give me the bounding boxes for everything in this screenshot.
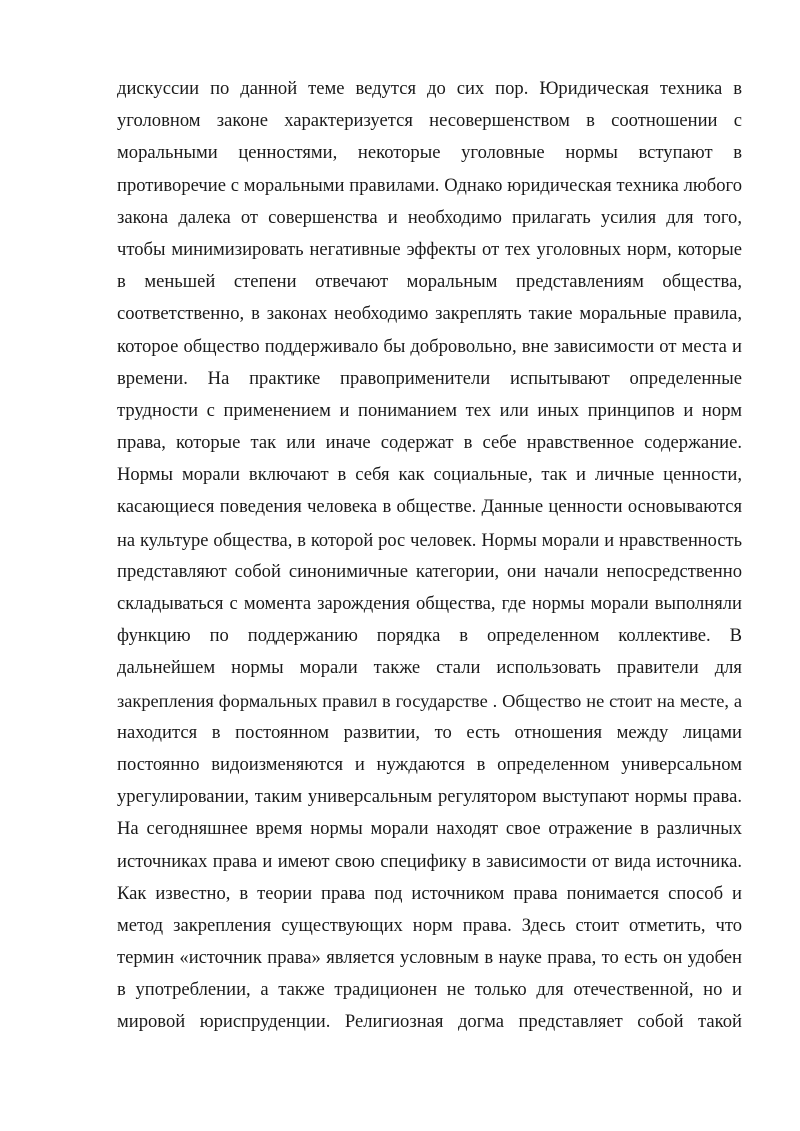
- text-line: источниках права и имеют свою специфику в зависимости от вида источника.: [117, 850, 742, 872]
- text-line: касающиеся поведения человека в обществе. Данные ценности основываются: [117, 496, 742, 518]
- text-line: противоречие с моральными правилами. Однако юридическая техника любого: [117, 174, 742, 196]
- text-line: термин «источник права» является условным в науке права, то есть он удобен: [117, 947, 742, 969]
- text-line: в меньшей степени отвечают моральным представлениям общества,: [117, 271, 742, 293]
- text-line: метод закрепления существующих норм права. Здесь стоит отметить, что: [117, 914, 742, 936]
- text-line: соответственно, в законах необходимо закреплять такие моральные правила,: [117, 303, 742, 325]
- text-line: функцию по поддержанию порядка в определенном коллективе. В: [117, 625, 742, 647]
- text-line: дискуссии по данной теме ведутся до сих пор. Юридическая техника в: [117, 78, 742, 99]
- text-line: Как известно, в теории права под источником права понимается способ и: [117, 882, 742, 904]
- body-text: [117, 73, 742, 1039]
- text-line: на культуре общества, в которой рос человек. Нормы морали и нравственность: [117, 529, 742, 550]
- text-line: представляют собой синонимичные категории, они начали непосредственно: [117, 560, 742, 582]
- text-line: времени. На практике правоприменители испытывают определенные: [117, 367, 742, 389]
- text-line: которое общество поддерживало бы добровольно, вне зависимости от места и: [117, 335, 742, 357]
- text-line: закона далека от совершенства и необходимо прилагать усилия для того,: [117, 206, 742, 228]
- text-line: Нормы морали включают в себя как социальные, так и личные ценности,: [117, 464, 742, 486]
- text-line: закрепления формальных правил в государстве . Общество не стоит на месте, а: [117, 690, 742, 711]
- text-line: уголовном законе характеризуется несовершенством в соотношении с: [117, 110, 742, 132]
- text-line: находится в постоянном развитии, то есть отношения между лицами: [117, 721, 742, 743]
- text-line: моральными ценностями, некоторые уголовные нормы вступают в: [117, 142, 742, 164]
- text-line: складываться с момента зарождения общества, где нормы морали выполняли: [117, 593, 742, 614]
- text-line: постоянно видоизменяются и нуждаются в определенном универсальном: [117, 753, 742, 775]
- text-line: чтобы минимизировать негативные эффекты от тех уголовных норм, которые: [117, 238, 742, 260]
- text-line: дальнейшем нормы морали также стали использовать правители для: [117, 657, 742, 679]
- text-line: права, которые так или иначе содержат в себе нравственное содержание.: [117, 432, 742, 454]
- text-line: мировой юриспруденции. Религиозная догма представляет собой такой: [117, 1011, 742, 1033]
- text-line: урегулировании, таким универсальным регулятором выступают нормы права.: [117, 786, 742, 808]
- text-line: в употреблении, а также традиционен не только для отечественной, но и: [117, 979, 742, 1001]
- text-line: На сегодняшнее время нормы морали находят свое отражение в различных: [117, 818, 742, 840]
- text-line: трудности с применением и пониманием тех или иных принципов и норм: [117, 399, 742, 421]
